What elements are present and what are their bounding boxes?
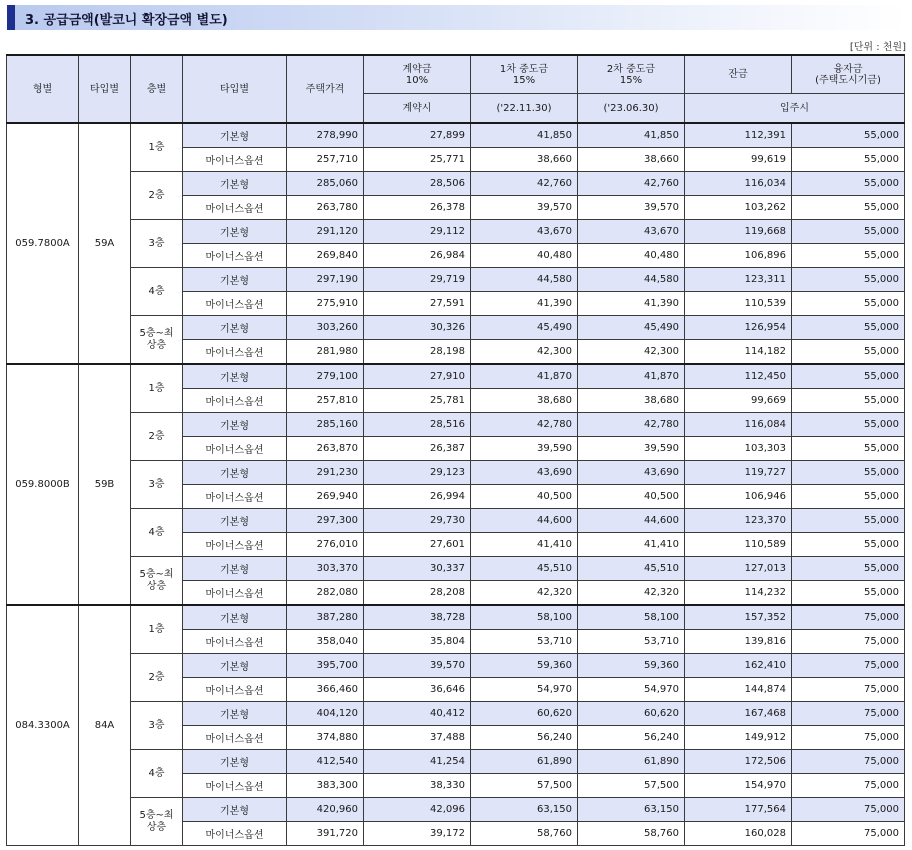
mid1-cell: 58,100 xyxy=(471,605,578,630)
loan-cell: 75,000 xyxy=(792,678,905,702)
mid2-cell: 41,390 xyxy=(578,292,685,316)
price-cell: 276,010 xyxy=(287,533,364,557)
type-name-cell: 59B xyxy=(79,364,131,605)
contract-cell: 36,646 xyxy=(364,678,471,702)
table-row xyxy=(7,123,905,148)
option-cell: 기본형 xyxy=(183,413,287,437)
loan-cell: 75,000 xyxy=(792,605,905,630)
contract-cell: 41,254 xyxy=(364,750,471,774)
price-cell: 275,910 xyxy=(287,292,364,316)
mid1-cell: 45,490 xyxy=(471,316,578,340)
title-marker xyxy=(7,5,15,30)
option-cell: 기본형 xyxy=(183,364,287,389)
option-cell: 마이너스옵션 xyxy=(183,196,287,220)
balance-cell: 114,232 xyxy=(685,581,792,606)
mid1-cell: 39,590 xyxy=(471,437,578,461)
mid2-cell: 41,410 xyxy=(578,533,685,557)
option-cell: 마이너스옵션 xyxy=(183,774,287,798)
mid2-cell: 54,970 xyxy=(578,678,685,702)
option-cell: 마이너스옵션 xyxy=(183,437,287,461)
header-mid1-when: ('22.11.30) xyxy=(471,94,578,124)
table-row xyxy=(7,702,905,726)
floor-cell: 2층 xyxy=(131,172,183,220)
contract-cell: 29,730 xyxy=(364,509,471,533)
balance-cell: 116,034 xyxy=(685,172,792,196)
contract-cell: 26,984 xyxy=(364,244,471,268)
price-cell: 263,780 xyxy=(287,196,364,220)
floor-cell: 1층 xyxy=(131,364,183,413)
balance-cell: 110,539 xyxy=(685,292,792,316)
floor-cell: 5층~최상층 xyxy=(131,557,183,606)
contract-cell: 39,172 xyxy=(364,822,471,846)
header-mid2-when: ('23.06.30) xyxy=(578,94,685,124)
price-cell: 279,100 xyxy=(287,364,364,389)
price-cell: 387,280 xyxy=(287,605,364,630)
header-mid2: 2차 중도금 15% xyxy=(578,55,685,94)
balance-cell: 112,450 xyxy=(685,364,792,389)
option-cell: 마이너스옵션 xyxy=(183,630,287,654)
option-cell: 마이너스옵션 xyxy=(183,485,287,509)
mid2-cell: 53,710 xyxy=(578,630,685,654)
contract-cell: 28,208 xyxy=(364,581,471,606)
option-cell: 기본형 xyxy=(183,557,287,581)
mid1-cell: 41,390 xyxy=(471,292,578,316)
floor-cell: 5층~최상층 xyxy=(131,798,183,846)
loan-cell: 55,000 xyxy=(792,220,905,244)
balance-cell: 123,370 xyxy=(685,509,792,533)
unit-label: [단위 : 천원] xyxy=(849,42,906,53)
balance-cell: 126,954 xyxy=(685,316,792,340)
option-cell: 기본형 xyxy=(183,172,287,196)
mid2-cell: 43,690 xyxy=(578,461,685,485)
mid2-cell: 60,620 xyxy=(578,702,685,726)
balance-cell: 103,262 xyxy=(685,196,792,220)
mid2-cell: 58,100 xyxy=(578,605,685,630)
contract-cell: 28,506 xyxy=(364,172,471,196)
header-price: 주택가격 xyxy=(287,55,364,123)
mid2-cell: 38,680 xyxy=(578,389,685,413)
floor-cell: 3층 xyxy=(131,702,183,750)
contract-cell: 28,516 xyxy=(364,413,471,437)
price-cell: 291,120 xyxy=(287,220,364,244)
header-type: 형별 xyxy=(7,55,79,123)
loan-cell: 55,000 xyxy=(792,533,905,557)
floor-cell: 3층 xyxy=(131,220,183,268)
table-row xyxy=(7,172,905,196)
mid2-cell: 57,500 xyxy=(578,774,685,798)
loan-cell: 55,000 xyxy=(792,316,905,340)
mid1-cell: 60,620 xyxy=(471,702,578,726)
balance-cell: 167,468 xyxy=(685,702,792,726)
balance-cell: 99,619 xyxy=(685,148,792,172)
header-loan: 융자금 (주택도시기금) xyxy=(792,55,905,94)
floor-cell: 1층 xyxy=(131,123,183,172)
price-cell: 391,720 xyxy=(287,822,364,846)
option-cell: 기본형 xyxy=(183,750,287,774)
option-cell: 마이너스옵션 xyxy=(183,244,287,268)
price-cell: 404,120 xyxy=(287,702,364,726)
mid1-cell: 58,760 xyxy=(471,822,578,846)
loan-cell: 55,000 xyxy=(792,196,905,220)
mid2-cell: 59,360 xyxy=(578,654,685,678)
contract-cell: 25,771 xyxy=(364,148,471,172)
price-cell: 297,190 xyxy=(287,268,364,292)
table-row xyxy=(7,750,905,774)
mid2-cell: 43,670 xyxy=(578,220,685,244)
mid1-cell: 44,600 xyxy=(471,509,578,533)
loan-cell: 55,000 xyxy=(792,413,905,437)
loan-cell: 75,000 xyxy=(792,750,905,774)
table-row xyxy=(7,461,905,485)
floor-cell: 1층 xyxy=(131,605,183,654)
price-cell: 278,990 xyxy=(287,123,364,148)
contract-cell: 35,804 xyxy=(364,630,471,654)
price-cell: 291,230 xyxy=(287,461,364,485)
floor-cell: 4층 xyxy=(131,268,183,316)
floor-cell: 5층~최상층 xyxy=(131,316,183,365)
loan-cell: 55,000 xyxy=(792,557,905,581)
price-cell: 282,080 xyxy=(287,581,364,606)
mid1-cell: 43,670 xyxy=(471,220,578,244)
balance-cell: 123,311 xyxy=(685,268,792,292)
balance-cell: 116,084 xyxy=(685,413,792,437)
option-cell: 기본형 xyxy=(183,316,287,340)
option-cell: 기본형 xyxy=(183,798,287,822)
header-balance: 잔금 xyxy=(685,55,792,94)
contract-cell: 26,387 xyxy=(364,437,471,461)
mid2-cell: 42,300 xyxy=(578,340,685,365)
table-row xyxy=(7,605,905,630)
mid2-cell: 45,490 xyxy=(578,316,685,340)
price-cell: 358,040 xyxy=(287,630,364,654)
mid1-cell: 45,510 xyxy=(471,557,578,581)
option-cell: 기본형 xyxy=(183,268,287,292)
balance-cell: 106,946 xyxy=(685,485,792,509)
table-row xyxy=(7,654,905,678)
mid2-cell: 45,510 xyxy=(578,557,685,581)
table-row xyxy=(7,413,905,437)
balance-cell: 162,410 xyxy=(685,654,792,678)
contract-cell: 38,330 xyxy=(364,774,471,798)
option-cell: 마이너스옵션 xyxy=(183,389,287,413)
floor-cell: 3층 xyxy=(131,461,183,509)
section-title-bar xyxy=(7,5,906,30)
balance-cell: 160,028 xyxy=(685,822,792,846)
table-row xyxy=(7,557,905,581)
mid1-cell: 40,500 xyxy=(471,485,578,509)
loan-cell: 75,000 xyxy=(792,630,905,654)
price-cell: 281,980 xyxy=(287,340,364,365)
balance-cell: 119,727 xyxy=(685,461,792,485)
mid2-cell: 56,240 xyxy=(578,726,685,750)
mid2-cell: 63,150 xyxy=(578,798,685,822)
contract-cell: 29,112 xyxy=(364,220,471,244)
loan-cell: 55,000 xyxy=(792,389,905,413)
type-code-cell: 059.7800A xyxy=(7,123,79,364)
balance-cell: 177,564 xyxy=(685,798,792,822)
contract-cell: 30,337 xyxy=(364,557,471,581)
floor-cell: 4층 xyxy=(131,509,183,557)
mid1-cell: 54,970 xyxy=(471,678,578,702)
mid2-cell: 39,590 xyxy=(578,437,685,461)
loan-cell: 75,000 xyxy=(792,774,905,798)
loan-cell: 55,000 xyxy=(792,485,905,509)
balance-cell: 154,970 xyxy=(685,774,792,798)
contract-cell: 29,719 xyxy=(364,268,471,292)
price-cell: 297,300 xyxy=(287,509,364,533)
option-cell: 기본형 xyxy=(183,220,287,244)
balance-cell: 99,669 xyxy=(685,389,792,413)
price-cell: 269,940 xyxy=(287,485,364,509)
header-contract: 계약금 10% xyxy=(364,55,471,94)
contract-cell: 27,899 xyxy=(364,123,471,148)
section-title: 3. 공급금액(발코니 확장금액 별도) xyxy=(25,13,228,28)
header-move-in: 입주시 xyxy=(685,94,905,124)
mid2-cell: 44,580 xyxy=(578,268,685,292)
loan-cell: 55,000 xyxy=(792,268,905,292)
mid2-cell: 44,600 xyxy=(578,509,685,533)
balance-cell: 127,013 xyxy=(685,557,792,581)
price-cell: 420,960 xyxy=(287,798,364,822)
contract-cell: 28,198 xyxy=(364,340,471,365)
loan-cell: 55,000 xyxy=(792,244,905,268)
mid1-cell: 42,780 xyxy=(471,413,578,437)
contract-cell: 40,412 xyxy=(364,702,471,726)
mid1-cell: 63,150 xyxy=(471,798,578,822)
loan-cell: 55,000 xyxy=(792,292,905,316)
mid1-cell: 41,410 xyxy=(471,533,578,557)
contract-cell: 38,728 xyxy=(364,605,471,630)
mid1-cell: 61,890 xyxy=(471,750,578,774)
type-name-cell: 59A xyxy=(79,123,131,364)
mid1-cell: 39,570 xyxy=(471,196,578,220)
loan-cell: 55,000 xyxy=(792,123,905,148)
mid1-cell: 38,680 xyxy=(471,389,578,413)
loan-cell: 55,000 xyxy=(792,437,905,461)
loan-cell: 55,000 xyxy=(792,340,905,365)
mid1-cell: 43,690 xyxy=(471,461,578,485)
floor-cell: 4층 xyxy=(131,750,183,798)
contract-cell: 42,096 xyxy=(364,798,471,822)
option-cell: 기본형 xyxy=(183,123,287,148)
loan-cell: 55,000 xyxy=(792,581,905,606)
contract-cell: 27,601 xyxy=(364,533,471,557)
header-contract-when: 계약시 xyxy=(364,94,471,124)
price-cell: 303,260 xyxy=(287,316,364,340)
price-cell: 269,840 xyxy=(287,244,364,268)
supply-price-table xyxy=(6,54,905,846)
table-body xyxy=(7,123,905,846)
balance-cell: 114,182 xyxy=(685,340,792,365)
loan-cell: 75,000 xyxy=(792,822,905,846)
option-cell: 기본형 xyxy=(183,461,287,485)
header-floor: 층별 xyxy=(131,55,183,123)
option-cell: 마이너스옵션 xyxy=(183,678,287,702)
table-row xyxy=(7,798,905,822)
balance-cell: 119,668 xyxy=(685,220,792,244)
mid1-cell: 44,580 xyxy=(471,268,578,292)
price-cell: 395,700 xyxy=(287,654,364,678)
contract-cell: 26,994 xyxy=(364,485,471,509)
type-name-cell: 84A xyxy=(79,605,131,846)
option-cell: 기본형 xyxy=(183,509,287,533)
mid1-cell: 53,710 xyxy=(471,630,578,654)
table-header xyxy=(7,55,905,123)
mid1-cell: 40,480 xyxy=(471,244,578,268)
option-cell: 기본형 xyxy=(183,654,287,678)
balance-cell: 139,816 xyxy=(685,630,792,654)
price-cell: 257,810 xyxy=(287,389,364,413)
type-code-cell: 059.8000B xyxy=(7,364,79,605)
type-code-cell: 084.3300A xyxy=(7,605,79,846)
mid2-cell: 39,570 xyxy=(578,196,685,220)
price-cell: 383,300 xyxy=(287,774,364,798)
mid1-cell: 59,360 xyxy=(471,654,578,678)
table-row xyxy=(7,316,905,340)
mid2-cell: 58,760 xyxy=(578,822,685,846)
option-cell: 마이너스옵션 xyxy=(183,822,287,846)
option-cell: 마이너스옵션 xyxy=(183,533,287,557)
contract-cell: 30,326 xyxy=(364,316,471,340)
loan-cell: 55,000 xyxy=(792,461,905,485)
balance-cell: 149,912 xyxy=(685,726,792,750)
contract-cell: 26,378 xyxy=(364,196,471,220)
mid2-cell: 40,480 xyxy=(578,244,685,268)
balance-cell: 112,391 xyxy=(685,123,792,148)
contract-cell: 27,910 xyxy=(364,364,471,389)
contract-cell: 27,591 xyxy=(364,292,471,316)
mid1-cell: 42,300 xyxy=(471,340,578,365)
table-row xyxy=(7,220,905,244)
balance-cell: 110,589 xyxy=(685,533,792,557)
loan-cell: 55,000 xyxy=(792,172,905,196)
option-cell: 기본형 xyxy=(183,702,287,726)
price-cell: 257,710 xyxy=(287,148,364,172)
option-cell: 마이너스옵션 xyxy=(183,148,287,172)
mid2-cell: 42,320 xyxy=(578,581,685,606)
loan-cell: 55,000 xyxy=(792,509,905,533)
loan-cell: 75,000 xyxy=(792,654,905,678)
contract-cell: 39,570 xyxy=(364,654,471,678)
mid1-cell: 38,660 xyxy=(471,148,578,172)
mid1-cell: 56,240 xyxy=(471,726,578,750)
option-cell: 마이너스옵션 xyxy=(183,292,287,316)
table-row xyxy=(7,268,905,292)
loan-cell: 55,000 xyxy=(792,364,905,389)
mid1-cell: 42,320 xyxy=(471,581,578,606)
mid2-cell: 41,870 xyxy=(578,364,685,389)
balance-cell: 157,352 xyxy=(685,605,792,630)
header-mid1: 1차 중도금 15% xyxy=(471,55,578,94)
loan-cell: 75,000 xyxy=(792,798,905,822)
floor-cell: 2층 xyxy=(131,413,183,461)
contract-cell: 25,781 xyxy=(364,389,471,413)
contract-cell: 37,488 xyxy=(364,726,471,750)
option-cell: 마이너스옵션 xyxy=(183,581,287,606)
price-cell: 374,880 xyxy=(287,726,364,750)
price-cell: 412,540 xyxy=(287,750,364,774)
price-cell: 285,060 xyxy=(287,172,364,196)
mid1-cell: 41,850 xyxy=(471,123,578,148)
header-option: 타입별 xyxy=(183,55,287,123)
mid2-cell: 42,760 xyxy=(578,172,685,196)
mid1-cell: 57,500 xyxy=(471,774,578,798)
balance-cell: 103,303 xyxy=(685,437,792,461)
mid2-cell: 40,500 xyxy=(578,485,685,509)
price-cell: 285,160 xyxy=(287,413,364,437)
table-row xyxy=(7,364,905,389)
loan-cell: 75,000 xyxy=(792,702,905,726)
mid2-cell: 42,780 xyxy=(578,413,685,437)
loan-cell: 55,000 xyxy=(792,148,905,172)
mid2-cell: 38,660 xyxy=(578,148,685,172)
mid2-cell: 61,890 xyxy=(578,750,685,774)
loan-cell: 75,000 xyxy=(792,726,905,750)
floor-cell: 2층 xyxy=(131,654,183,702)
contract-cell: 29,123 xyxy=(364,461,471,485)
mid1-cell: 42,760 xyxy=(471,172,578,196)
price-cell: 366,460 xyxy=(287,678,364,702)
option-cell: 기본형 xyxy=(183,605,287,630)
mid2-cell: 41,850 xyxy=(578,123,685,148)
option-cell: 마이너스옵션 xyxy=(183,726,287,750)
mid1-cell: 41,870 xyxy=(471,364,578,389)
price-cell: 263,870 xyxy=(287,437,364,461)
table-row xyxy=(7,509,905,533)
balance-cell: 144,874 xyxy=(685,678,792,702)
option-cell: 마이너스옵션 xyxy=(183,340,287,365)
price-cell: 303,370 xyxy=(287,557,364,581)
header-type-name: 타입별 xyxy=(79,55,131,123)
balance-cell: 106,896 xyxy=(685,244,792,268)
balance-cell: 172,506 xyxy=(685,750,792,774)
